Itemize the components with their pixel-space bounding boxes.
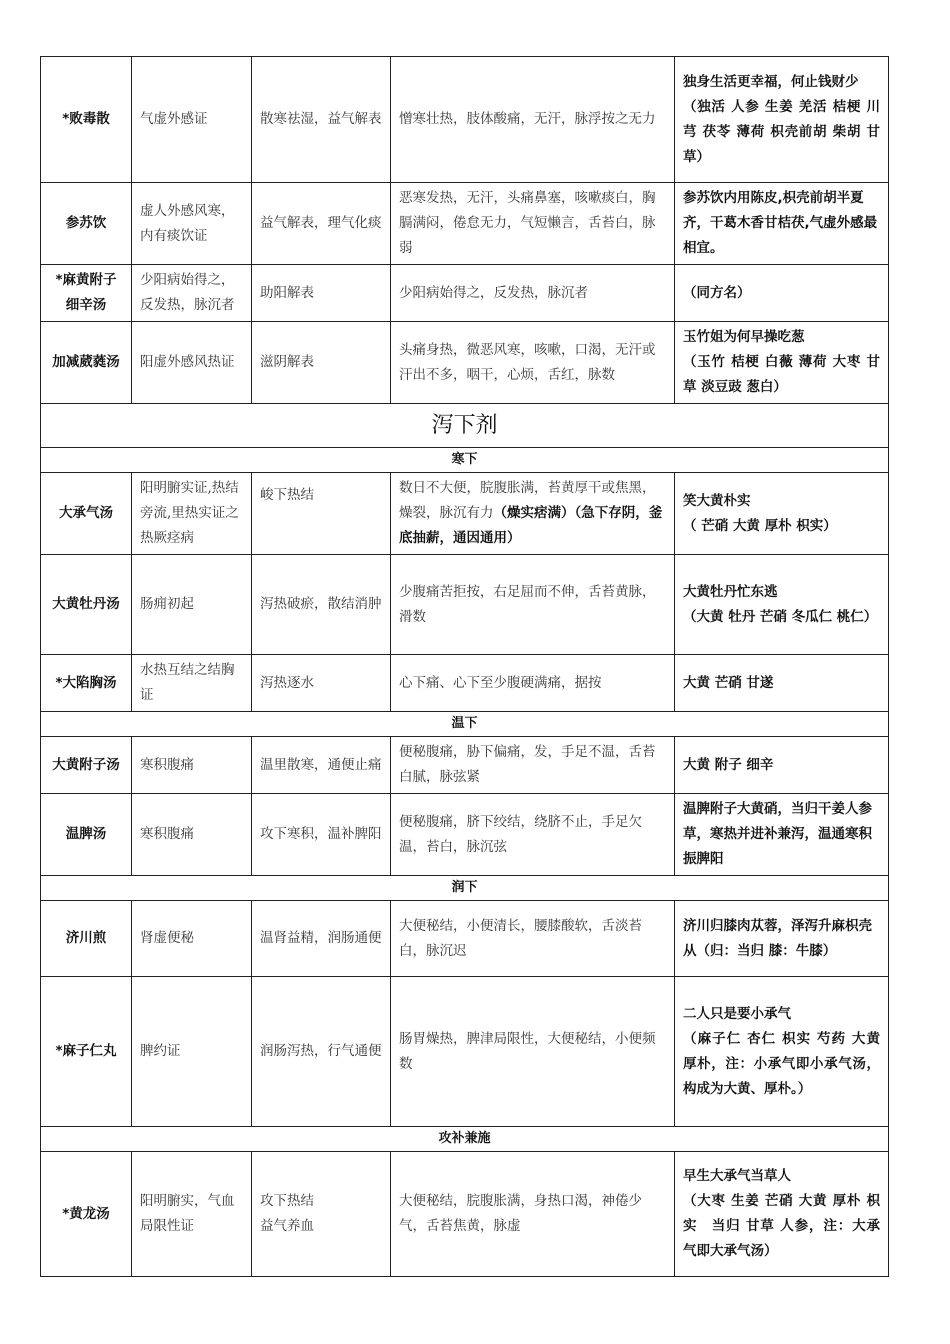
treatment-method: 泻热逐水 <box>252 655 391 712</box>
symptoms: 大便秘结，小便清长，腰膝酸软，舌淡苔白，脉沉迟 <box>391 901 675 977</box>
mnemonic: 参苏饮内用陈皮,枳壳前胡半夏齐，干葛木香甘桔茯,气虚外感最相宜。 <box>675 183 889 265</box>
symptoms-emphasis: （燥实痞满）（急下存阴，釜底抽薪，通因通用） <box>399 505 663 546</box>
treatment-method: 滋阴解表 <box>252 322 391 404</box>
mnemonic <box>675 57 889 183</box>
mnemonic: 大黄 芒硝 甘遂 <box>675 655 889 712</box>
treatment-method: 润肠泻热，行气通便 <box>252 977 391 1127</box>
symptoms: 便秘腹痛，脐下绞结，绕脐不止，手足欠温，苔白，脉沉弦 <box>391 794 675 876</box>
indication: 肠痈初起 <box>132 555 252 655</box>
symptoms: 大便秘结，脘腹胀满，身热口渴，神倦少气，舌苔焦黄，脉虚 <box>391 1152 675 1277</box>
mnemonic <box>675 473 889 555</box>
mnemonic-line: 大黄牡丹忙东逃 <box>683 583 778 600</box>
treatment-method: 攻下热结 益气养血 <box>252 1152 391 1277</box>
treatment-method: 攻下寒积，温补脾阳 <box>252 794 391 876</box>
table-row <box>41 265 889 322</box>
mnemonic-line: 笑大黄朴实 <box>683 492 751 509</box>
treatment-method: 益气解表，理气化痰 <box>252 183 391 265</box>
section-row <box>41 876 889 901</box>
formula-name: *大陷胸汤 <box>41 655 132 712</box>
mnemonic-ingredients: （大黄 牡丹 芒硝 冬瓜仁 桃仁） <box>683 608 878 625</box>
indication: 虚人外感风寒，内有痰饮证 <box>132 183 252 265</box>
treatment-method: 峻下热结 <box>252 473 391 555</box>
indication: 阳明腑实证,热结旁流,里热实证之热厥痉病 <box>132 473 252 555</box>
table-row <box>41 555 889 655</box>
indication: 阳明腑实，气血局限性证 <box>132 1152 252 1277</box>
table-row <box>41 1152 889 1277</box>
treatment-method: 助阳解表 <box>252 265 391 322</box>
mnemonic-line: 玉竹姐为何早操吃葱 <box>683 329 805 345</box>
formula-name: 济川煎 <box>41 901 132 977</box>
mnemonic <box>675 1152 889 1277</box>
section-title: 润下 <box>41 876 889 901</box>
mnemonic <box>675 977 889 1127</box>
formula-name: 大黄附子汤 <box>41 737 132 794</box>
symptoms: 少阳病始得之，反发热，脉沉者 <box>391 265 675 322</box>
section-row <box>41 1127 889 1152</box>
section-row <box>41 448 889 473</box>
section-title: 攻补兼施 <box>41 1127 889 1152</box>
section-row <box>41 712 889 737</box>
indication: 阳虚外感风热证 <box>132 322 252 404</box>
table-row <box>41 183 889 265</box>
table-row <box>41 473 889 555</box>
symptoms: 憎寒壮热，肢体酸痛，无汗，脉浮按之无力 <box>391 57 675 183</box>
formula-name: *麻子仁丸 <box>41 977 132 1127</box>
symptoms: 头痛身热，微恶风寒，咳嗽，口渴，无汗或汗出不多，咽干，心烦，舌红，脉数 <box>391 322 675 404</box>
table-row <box>41 794 889 876</box>
symptoms: 肠胃燥热，脾津局限性，大便秘结，小便频数 <box>391 977 675 1127</box>
mnemonic-ingredients: （大枣 生姜 芒硝 大黄 厚朴 枳实 当归 甘草 人参，注：大承气即大承气汤） <box>683 1193 880 1259</box>
mnemonic-ingredients: （独活 人参 生姜 羌活 桔梗 川芎 茯苓 薄荷 枳壳前胡 柴胡 甘草） <box>683 98 880 165</box>
mnemonic <box>675 555 889 655</box>
mnemonic-ingredients: （ 芒硝 大黄 厚朴 枳实） <box>683 517 837 534</box>
symptoms: 少腹痛苦拒按，右足屈而不伸，舌苔黄脉，滑数 <box>391 555 675 655</box>
symptoms: 便秘腹痛，胁下偏痛，发，手足不温，舌苔白腻，脉弦紧 <box>391 737 675 794</box>
formula-name: 温脾汤 <box>41 794 132 876</box>
mnemonic: （同方名） <box>675 265 889 322</box>
formula-name: 大承气汤 <box>41 473 132 555</box>
mnemonic: 济川归膝肉苁蓉，泽泻升麻枳壳从（归：当归 膝：牛膝） <box>675 901 889 977</box>
category-row <box>41 404 889 448</box>
symptoms: 心下痛、心下至少腹硬满痛，据按 <box>391 655 675 712</box>
indication: 气虚外感证 <box>132 57 252 183</box>
mnemonic-ingredients: （玉竹 桔梗 白薇 薄荷 大枣 甘草 淡豆豉 葱白） <box>683 354 880 395</box>
table-row <box>41 655 889 712</box>
formula-name: 参苏饮 <box>41 183 132 265</box>
indication: 寒积腹痛 <box>132 737 252 794</box>
section-title: 温下 <box>41 712 889 737</box>
category-title: 泻下剂 <box>41 404 889 448</box>
table-row <box>41 901 889 977</box>
formula-name: 大黄牡丹汤 <box>41 555 132 655</box>
treatment-method: 泻热破瘀，散结消肿 <box>252 555 391 655</box>
table-row <box>41 322 889 404</box>
mnemonic <box>675 322 889 404</box>
formula-table <box>40 56 889 1277</box>
symptoms: 恶寒发热，无汗，头痛鼻塞，咳嗽痰白，胸膈满闷，倦怠无力，气短懒言，舌苔白，脉弱 <box>391 183 675 265</box>
section-title: 寒下 <box>41 448 889 473</box>
mnemonic: 温脾附子大黄硝，当归干姜人参草，寒热并进补兼泻，温通寒积振脾阳 <box>675 794 889 876</box>
mnemonic-line: 二人只是要小承气 <box>683 1005 791 1022</box>
indication: 水热互结之结胸证 <box>132 655 252 712</box>
mnemonic-ingredients: （麻子仁 杏仁 枳实 芍药 大黄 厚朴，注：小承气即小承气汤，构成为大黄、厚朴。） <box>683 1030 880 1097</box>
mnemonic-line: 早生大承气当草人 <box>683 1168 791 1184</box>
symptoms-text: 数日不大便，脘腹胀满，苔黄厚干或焦黑，燥裂，脉沉有力 <box>399 480 656 521</box>
table-row <box>41 977 889 1127</box>
formula-name: *败毒散 <box>41 57 132 183</box>
table-row <box>41 57 889 183</box>
treatment-method: 温肾益精，润肠通便 <box>252 901 391 977</box>
formula-name: *麻黄附子细辛汤 <box>41 265 132 322</box>
indication: 寒积腹痛 <box>132 794 252 876</box>
formula-name: 加减葳蕤汤 <box>41 322 132 404</box>
mnemonic-line: 独身生活更幸福，何止钱财少 <box>683 73 859 90</box>
mnemonic: 大黄 附子 细辛 <box>675 737 889 794</box>
table-row <box>41 737 889 794</box>
formula-name: *黄龙汤 <box>41 1152 132 1277</box>
indication: 少阳病始得之，反发热，脉沉者 <box>132 265 252 322</box>
indication: 肾虚便秘 <box>132 901 252 977</box>
symptoms <box>391 473 675 555</box>
indication: 脾约证 <box>132 977 252 1127</box>
treatment-method: 温里散寒，通便止痛 <box>252 737 391 794</box>
treatment-method: 散寒祛湿，益气解表 <box>252 57 391 183</box>
